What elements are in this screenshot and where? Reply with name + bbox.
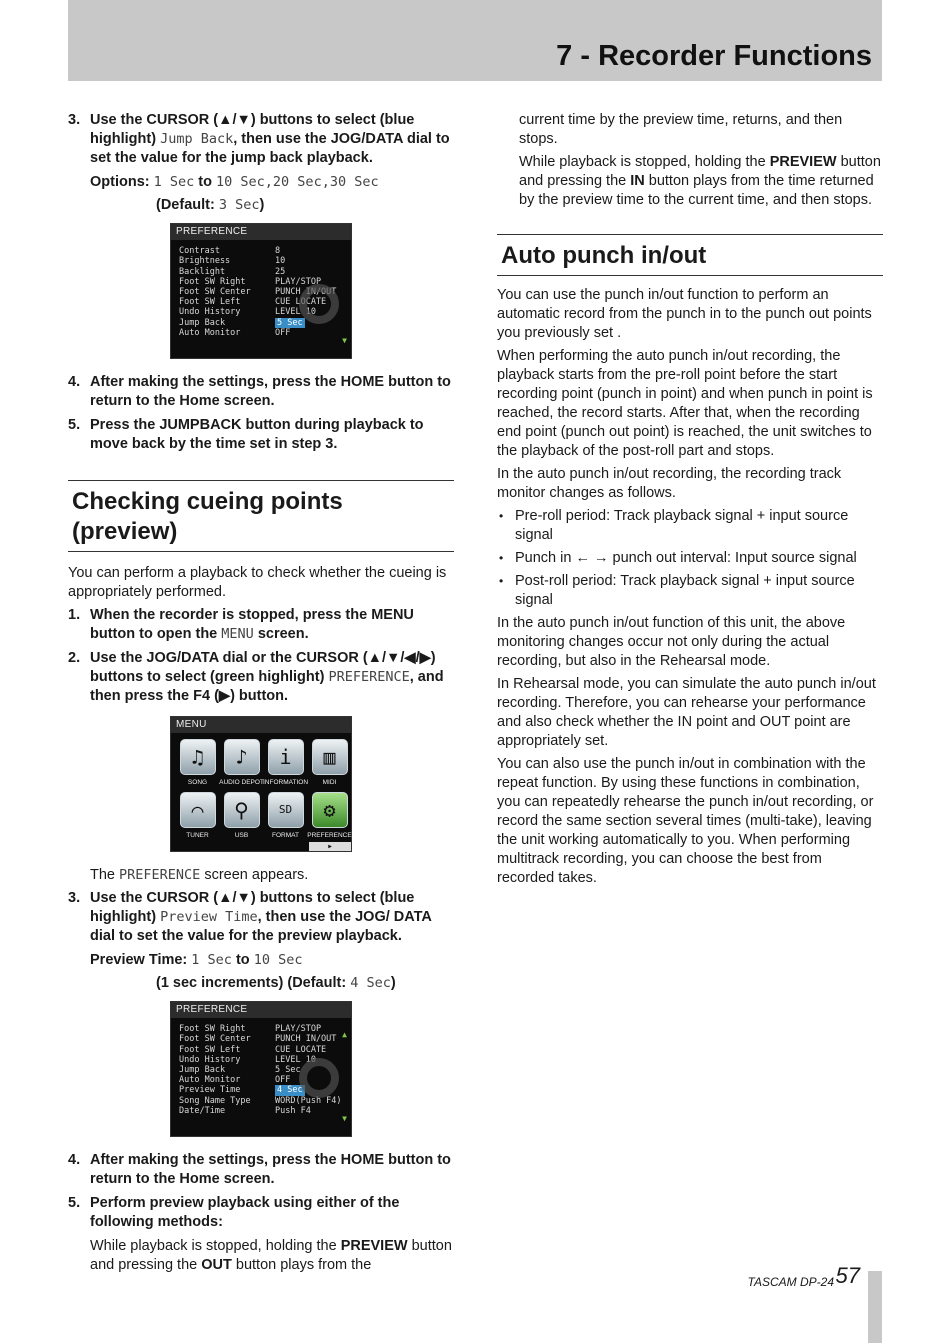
lcd-row-value: OFF [275,327,291,338]
step-5-jumpback: 5. Press the JUMPBACK button during playback to move back by the time set in step 3. [68,417,424,452]
lcd-row-key: Song Name Type [179,1095,251,1106]
menu-grid [171,733,351,845]
lcd-row-value: PUNCH IN/OUT [275,287,337,298]
lcd-title: MENU [171,717,351,733]
lcd-title: PREFERENCE [171,224,351,240]
preview-method-out: While playback is stopped, holding the PREVIEW button and pressing the OUT button plays from the [90,1238,452,1273]
chapter-title: 7 - Recorder Functions [556,40,872,72]
menu-item-audio-depot[interactable] [220,739,263,788]
lcd-row [179,256,343,266]
step-3-jump-back: 3. Use the CURSOR (▲/▼) buttons to select (blue highlight) Jump Back, then use the JOG/DATA dial to set the value for the jump back playback. [68,112,450,166]
lcd-row-key: Foot SW Right [179,276,246,287]
lcd-row-value: 4 Sec [277,1085,303,1096]
preference-appears: The PREFERENCE screen appears. [90,867,309,883]
bullet-pre-roll: • Pre-roll period: Track playback signal + input source signal [497,507,883,545]
lcd-row-key: Foot SW Left [179,1044,241,1055]
menu-item-label: SONG [187,779,208,787]
menu-item-song[interactable] [176,739,219,788]
footer-brand: TASCAM DP-24 [747,1275,834,1289]
menu-item-label: USB [234,832,249,840]
f4-arrow-tab: ▶ [309,842,351,851]
lcd-row-key: Auto Monitor [179,1075,241,1086]
auto-punch-p2: When performing the auto punch in/out recording, the playback starts from the pre-roll point before the start recording point (punch in point) and when punch in point is reached, the record starts. After that, when the recording end point (punch out point) is reached, the unit switches to the playback of the post-roll part and stops. [497,348,873,459]
menu-item-label: PREFERENCE [307,832,352,840]
lcd-row-key: Auto Monitor [179,327,241,338]
lcd-row-value: WORD(Push F4) [275,1095,342,1106]
song-icon: ♫ [180,739,216,775]
left-column [68,111,454,1279]
scroll-down-icon: ▼ [342,335,347,345]
auto-punch-p6: You can also use the punch in/out in combination with the repeat function. By using these functions in combination, you can repeatedly rehearse the punch in/out recording, or record the same section several times (multi-take), leaving the unit working automatically to you. When performing multitrack recording, you can choose the best from recorded takes. [497,756,874,886]
bullet-post-roll: • Post-roll period: Track playback signal + input source signal [497,572,883,610]
preview-time-default: (1 sec increments) (Default: 4 Sec) [156,975,396,991]
lcd-row-value: Push F4 [275,1105,311,1116]
preference-screen-1 [170,223,352,359]
menu-item-tuner[interactable] [176,792,219,841]
step-2-select-preference: 2. Use the JOG/DATA dial or the CURSOR (▲/▼/◀/▶) buttons to select (green highlight) PREFERENCE, and then press the F4 (▶) button. [68,650,444,704]
auto-punch-p5: In Rehearsal mode, you can simulate the auto punch in/out recording. Therefore, you can rehearse your performance and also check whether the IN point and OUT point are appropriately set. [497,676,876,749]
section-title-auto-punch: Auto punch in/out [497,234,883,276]
lcd-row-value: PLAY/STOP [275,276,322,287]
menu-item-label: AUDIO DEPOT [219,779,264,787]
lcd-row-value: PUNCH IN/OUT [275,1034,337,1045]
lcd-row-value: LEVEL 10 [275,1054,316,1065]
lcd-row-key: Foot SW Right [179,1024,246,1035]
lcd-row-value: LEVEL 10 [275,307,316,318]
menu-item-format[interactable] [264,792,307,841]
lcd-row-key: Contrast [179,246,220,257]
step-number: 3. [68,112,81,128]
format-icon: SD [268,792,304,828]
auto-punch-p4: In the auto punch in/out function of this unit, the above monitoring changes occur not only during the actual recording, but also in the Rehearsal mode. [497,615,846,669]
lcd-row-key: Date/Time [179,1105,226,1116]
lcd-row-key: Undo History [179,307,241,318]
menu-item-preference[interactable] [308,792,351,841]
footer-tab-bar [868,1271,882,1343]
midi-icon: ▥ [312,739,348,775]
preference-screen-2 [170,1001,352,1137]
options-default: (Default: 3 Sec) [156,197,265,213]
lcd-row [179,1034,343,1044]
step-4-home: 4. After making the settings, press the HOME button to return to the Home screen. [68,374,451,409]
section-title-preview: Checking cueing points (preview) [68,480,454,552]
options-line: Options: 1 Sec to 10 Sec,20 Sec,30 Sec [90,174,379,190]
auto-punch-p1: You can use the punch in/out function to perform an automatic record from the punch in to the punch out points you previously set . [497,287,872,341]
tuner-icon: ⌒ [180,792,216,828]
preview-intro: You can perform a playback to check whether the cueing is appropriately performed. [68,565,447,600]
menu-item-label: INFORMATION [263,779,309,787]
menu-screen [170,716,352,852]
step-1-menu: 1. When the recorder is stopped, press the MENU button to open the MENU screen. [68,607,414,642]
bullet-punch-interval: • Punch in ← → punch out interval: Input source signal [497,549,883,568]
lcd-row [179,1045,343,1055]
lcd-row-key: Undo History [179,1054,241,1065]
menu-item-midi[interactable] [308,739,351,788]
gear-icon [299,284,339,324]
lcd-row-value: PLAY/STOP [275,1024,322,1035]
audio-depot-icon: ♪ [224,739,260,775]
lcd-row [179,1106,343,1116]
lcd-row-key: Foot SW Center [179,287,251,298]
step-3-preview-time: 3. Use the CURSOR (▲/▼) buttons to select (blue highlight) Preview Time, then use the JOG/ DATA dial to set the value for the preview playback. [68,890,432,944]
lcd-title: PREFERENCE [171,1002,351,1018]
lcd-row-value: CUE LOCATE [275,297,327,308]
information-icon: i [268,739,304,775]
preview-method-out-cont: current time by the preview time, returns, and then stops. [519,112,843,147]
step-5-preview-playback: 5. Perform preview playback using either of the following methods: [68,1195,400,1230]
lcd-row-value: OFF [275,1075,291,1086]
menu-item-label: TUNER [186,832,209,840]
lcd-row-key: Jump Back [179,1065,226,1076]
lcd-row [179,1024,343,1034]
lcd-row-key: Foot SW Center [179,1034,251,1045]
menu-item-label: FORMAT [272,832,299,840]
lcd-row [179,267,343,277]
lcd-row-value: 25 [275,266,286,277]
lcd-row-value: CUE LOCATE [275,1044,327,1055]
gear-icon [299,1058,339,1098]
lcd-row-value: 10 [275,256,286,267]
lcd-row [179,328,343,338]
step-4-home-b: 4. After making the settings, press the HOME button to return to the Home screen. [68,1152,451,1187]
lcd-row-key: Foot SW Left [179,297,241,308]
lcd-row-key: Preview Time [179,1085,241,1096]
menu-item-label: MIDI [322,779,337,787]
preview-method-in: While playback is stopped, holding the PREVIEW button and pressing the IN button plays from the time returned by the preview time to the current time, and then stops. [519,154,881,208]
preference-icon: ⚙ [312,792,348,828]
scroll-down-icon: ▼ [342,1113,347,1123]
lcd-row-key: Jump Back [179,317,226,328]
page-number: 57 [835,1263,860,1288]
lcd-row [179,246,343,256]
right-column [497,111,883,892]
lcd-row-value: 8 [275,246,281,257]
lcd-row-key: Brightness [179,256,231,267]
auto-punch-p3: In the auto punch in/out recording, the recording track monitor changes as follows. [497,466,842,501]
scroll-up-icon: ▲ [342,1030,347,1039]
header-band [68,0,882,81]
menu-item-usb[interactable] [220,792,263,841]
menu-item-information[interactable] [264,739,307,788]
preview-time-range: Preview Time: 1 Sec to 10 Sec [90,952,303,968]
lcd-row-value: 5 Sec [277,317,303,328]
lcd-row-value: 5 Sec [275,1065,301,1076]
lcd-row-key: Backlight [179,266,226,277]
usb-icon: ⚲ [224,792,260,828]
